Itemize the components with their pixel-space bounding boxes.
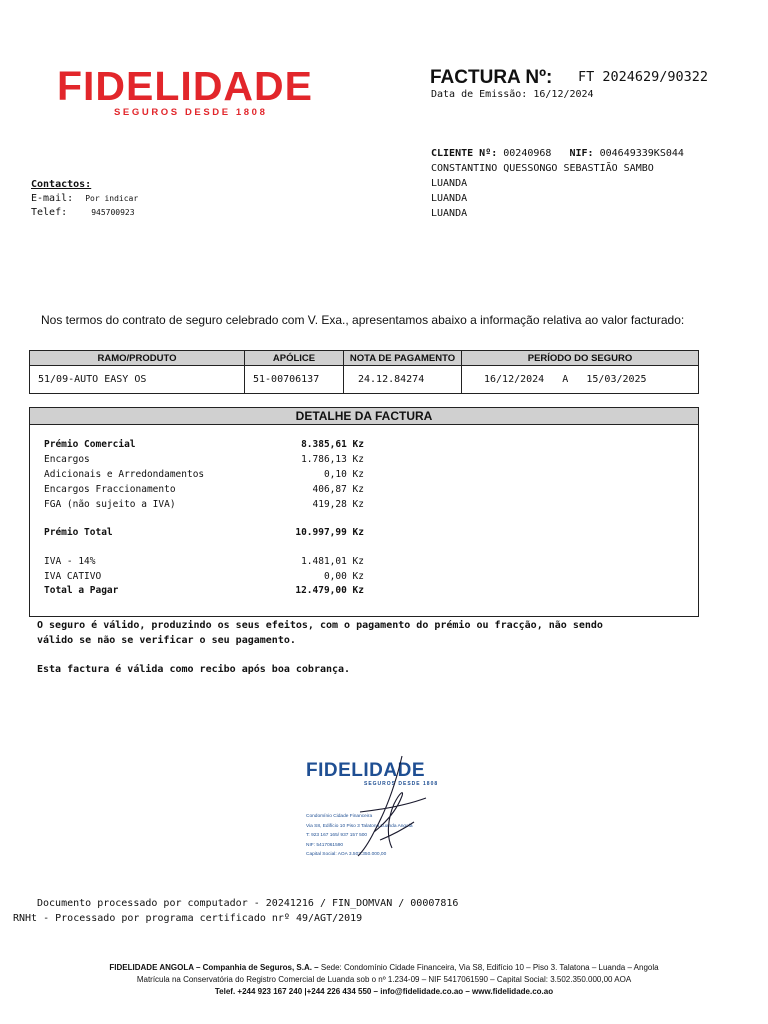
stamp-line: Condomínio Cidade Financeira <box>306 814 373 819</box>
invoice-detail-box <box>29 407 699 617</box>
detail-label: Encargos Fraccionamento <box>44 484 176 495</box>
client-number: 00240968 <box>503 148 552 159</box>
policy-cell: 51-00706137 <box>245 366 344 394</box>
detail-header: DETALHE DA FACTURA <box>30 408 698 425</box>
detail-value: 406,87 Kz <box>312 484 364 495</box>
email-value: Por indicar <box>85 194 139 203</box>
contact-email-row <box>31 193 138 204</box>
issue-date-label: Data de Emissão: <box>431 89 528 100</box>
stamp-line: NIF: 5417061590 <box>306 842 344 848</box>
client-block <box>431 146 684 221</box>
client-id-row <box>431 146 684 161</box>
detail-value: 12.479,00 Kz <box>295 585 364 596</box>
product-table <box>29 350 699 394</box>
detail-value: 419,28 Kz <box>312 499 364 510</box>
period-start: 16/12/2024 <box>484 374 545 385</box>
detail-row <box>44 469 364 483</box>
client-nif: 004649339KS044 <box>599 148 684 159</box>
col-header: PERÍODO DO SEGURO <box>462 351 699 366</box>
detail-label: FGA (não sujeito a IVA) <box>44 499 176 510</box>
detail-value: 0,10 Kz <box>323 469 364 480</box>
detail-label: Prémio Comercial <box>44 439 136 450</box>
detail-row <box>44 571 364 585</box>
footer-address: Sede: Condomínio Cidade Financeira, Via S8, Edifício 10 – Piso 3. Talatona – Luanda – Angola <box>318 963 659 972</box>
page-footer <box>0 962 768 998</box>
client-address-line: LUANDA <box>431 193 468 204</box>
detail-label: IVA CATIVO <box>44 571 102 582</box>
detail-label: Adicionais e Arredondamentos <box>44 469 205 480</box>
table-row <box>30 366 699 394</box>
detail-row <box>44 454 364 468</box>
detail-label: IVA - 14% <box>44 556 96 567</box>
detail-row <box>44 499 364 513</box>
phone-value: 945700923 <box>91 208 135 217</box>
detail-label: Prémio Total <box>44 527 113 538</box>
col-header: APÓLICE <box>245 351 344 366</box>
invoice-number: FT 2024629/90322 <box>578 69 709 85</box>
col-header: RAMO/PRODUTO <box>30 351 245 366</box>
company-logo: FIDELIDADE <box>57 63 313 109</box>
detail-value: 8.385,61 Kz <box>301 439 364 450</box>
contacts-header: Contactos: <box>31 179 92 190</box>
intro-text: Nos termos do contrato de seguro celebrado com V. Exa., apresentamos abaixo a informação relativa ao valor facturado: <box>41 313 685 327</box>
invoice-title: FACTURA Nº: <box>430 67 553 88</box>
detail-row-total-premium <box>44 527 364 541</box>
period-end: 15/03/2025 <box>586 374 647 385</box>
detail-row <box>44 484 364 498</box>
phone-label: Telef: <box>31 207 68 218</box>
stamp-line: Via S8, Edifício 10 Piso 3 Talatona Luanda Angola <box>306 823 413 829</box>
product-cell: 51/09-AUTO EASY OS <box>30 366 245 394</box>
validity-note <box>37 618 603 648</box>
detail-row <box>44 556 364 570</box>
stamp-line: T: 923 167 165/ 937 157 500 <box>306 833 368 838</box>
receipt-note: Esta factura é válida como recibo após boa cobrança. <box>37 664 351 675</box>
product-table-header <box>30 351 699 366</box>
contact-phone-row <box>31 207 138 218</box>
payment-note-cell: 24.12.84274 <box>344 366 462 394</box>
signature-icon <box>330 752 440 862</box>
stamp-line: Capital Social: AOA 3.502.350.000,00 <box>306 852 387 857</box>
client-address-line: LUANDA <box>431 208 468 219</box>
period-separator: A <box>562 374 569 385</box>
footer-company: FIDELIDADE ANGOLA – Companhia de Seguros, S.A. – <box>109 963 319 972</box>
detail-value: 1.786,13 Kz <box>301 454 364 465</box>
logo-tagline: SEGUROS DESDE 1808 <box>114 107 268 118</box>
footer-line-2: Matrícula na Conservatória do Registro Comercial de Luanda sob o nº 1.234-09 – NIF 5417061590 – Capital Social: 3.502.350.000,00 AOA <box>136 975 632 984</box>
detail-value: 1.481,01 Kz <box>301 556 364 567</box>
client-name: CONSTANTINO QUESSONGO SEBASTIÃO SAMBO <box>431 163 654 174</box>
detail-label: Encargos <box>44 454 90 465</box>
detail-row-total-due <box>44 585 364 599</box>
detail-value: 0,00 Kz <box>323 571 364 582</box>
period-cell <box>462 366 699 394</box>
validity-note-line: válido se não se verificar o seu pagamento. <box>37 635 296 646</box>
company-stamp-logo: FIDELIDADE <box>306 760 425 781</box>
client-address-line: LUANDA <box>431 178 468 189</box>
contacts-block <box>31 179 138 218</box>
email-label: E-mail: <box>31 193 74 204</box>
client-number-label: CLIENTE Nº: <box>431 148 498 159</box>
client-nif-label: NIF: <box>569 148 594 159</box>
processing-line: Documento processado por computador - 20241216 / FIN_DOMVAN / 00007816 <box>37 898 459 909</box>
certification-line: RNHt - Processado por programa certificado nrº 49/AGT/2019 <box>13 913 363 924</box>
detail-label: Total a Pagar <box>44 585 119 596</box>
processing-info <box>13 896 458 926</box>
detail-row-commercial-premium <box>44 439 364 453</box>
validity-note-line: O seguro é válido, produzindo os seus efeitos, com o pagamento do prémio ou fracção, não sendo <box>37 620 603 631</box>
issue-date <box>431 89 594 100</box>
detail-value: 10.997,99 Kz <box>295 527 364 538</box>
footer-line-3: Telef. +244 923 167 240 |+244 226 434 550 – info@fidelidade.co.ao – www.fidelidade.co.ao <box>214 987 554 996</box>
stamp-tagline: SEGUROS DESDE 1808 <box>364 781 439 787</box>
footer-line-1 <box>0 962 768 974</box>
issue-date-value: 16/12/2024 <box>533 89 594 100</box>
col-header: NOTA DE PAGAMENTO <box>344 351 462 366</box>
